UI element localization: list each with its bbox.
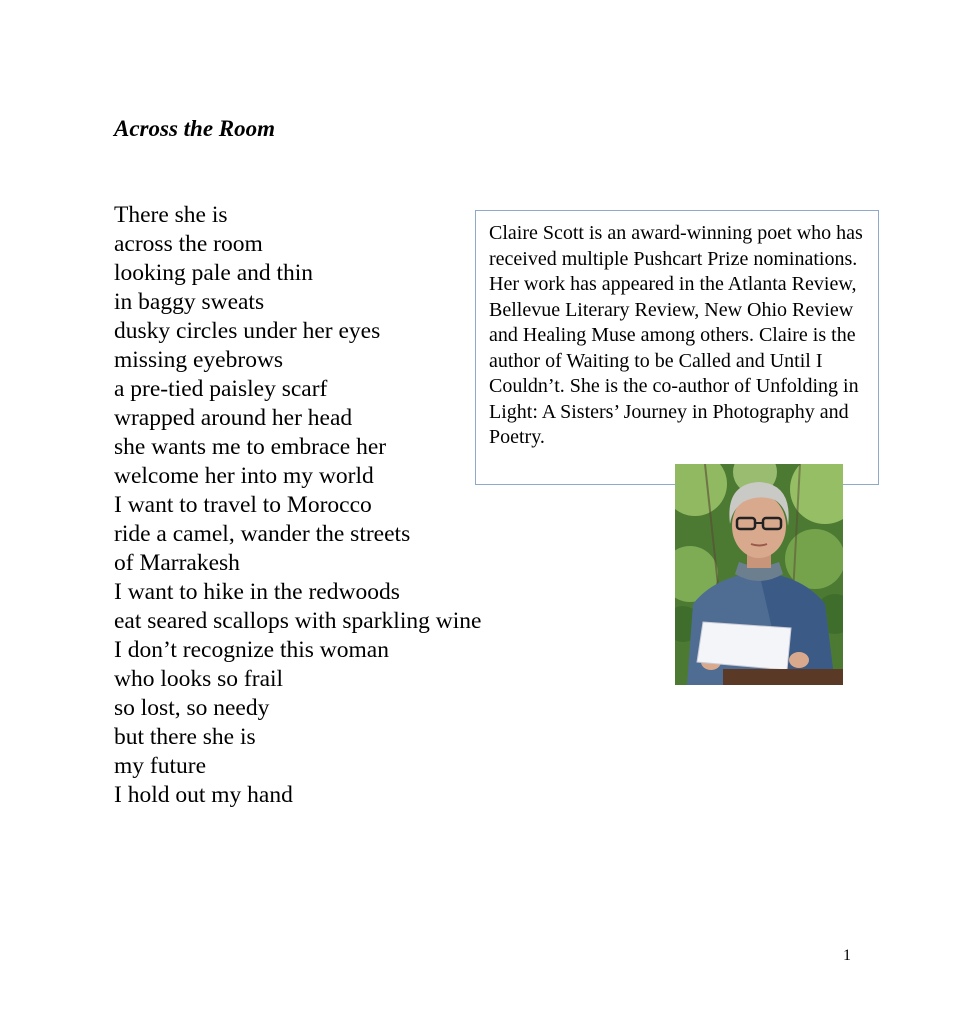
author-portrait-image	[675, 464, 843, 685]
poem-body	[114, 201, 481, 810]
poem-line: so lost, so needy	[114, 695, 270, 721]
poem-line: ride a camel, wander the streets	[114, 521, 411, 547]
poem-line: welcome her into my world	[114, 463, 374, 489]
poem-line: dusky circles under her eyes	[114, 318, 381, 344]
poem-line: wrapped around her head	[114, 405, 353, 431]
poem-line: who looks so frail	[114, 666, 284, 692]
poem-line: missing eyebrows	[114, 347, 284, 373]
poem-line: eat seared scallops with sparkling wine	[114, 608, 482, 634]
poem-line: my future	[114, 753, 207, 779]
poem-line: a pre-tied paisley scarf	[114, 376, 328, 402]
poem-title: Across the Room	[114, 116, 276, 141]
author-bio-box	[475, 210, 879, 485]
poem-line: she wants me to embrace her	[114, 434, 387, 460]
poem-line: I want to travel to Morocco	[114, 492, 372, 518]
poem-line: looking pale and thin	[114, 260, 314, 286]
poem-line: I hold out my hand	[114, 782, 293, 808]
author-photo	[675, 464, 843, 685]
poem-line: of Marrakesh	[114, 550, 240, 576]
author-bio-text: Claire Scott is an award-winning poet who has received multiple Pushcart Prize nominations. Her work has appeared in the Atlanta Review, Bellevue Literary Review, New Ohio Review and Healing Muse among others. Claire is the author of Waiting to be Called and Until I Couldn’t. She is the co-author of Unfolding in Light: A Sisters’ Journey in Photography and Poetry.	[489, 222, 863, 448]
poem-line: across the room	[114, 231, 263, 257]
page-number: 1	[843, 947, 851, 964]
poem-line: but there she is	[114, 724, 256, 750]
poem-line: There she is	[114, 202, 228, 228]
poem-line: I don’t recognize this woman	[114, 637, 389, 663]
poem-line: I want to hike in the redwoods	[114, 579, 400, 605]
poem-line: in baggy sweats	[114, 289, 265, 315]
